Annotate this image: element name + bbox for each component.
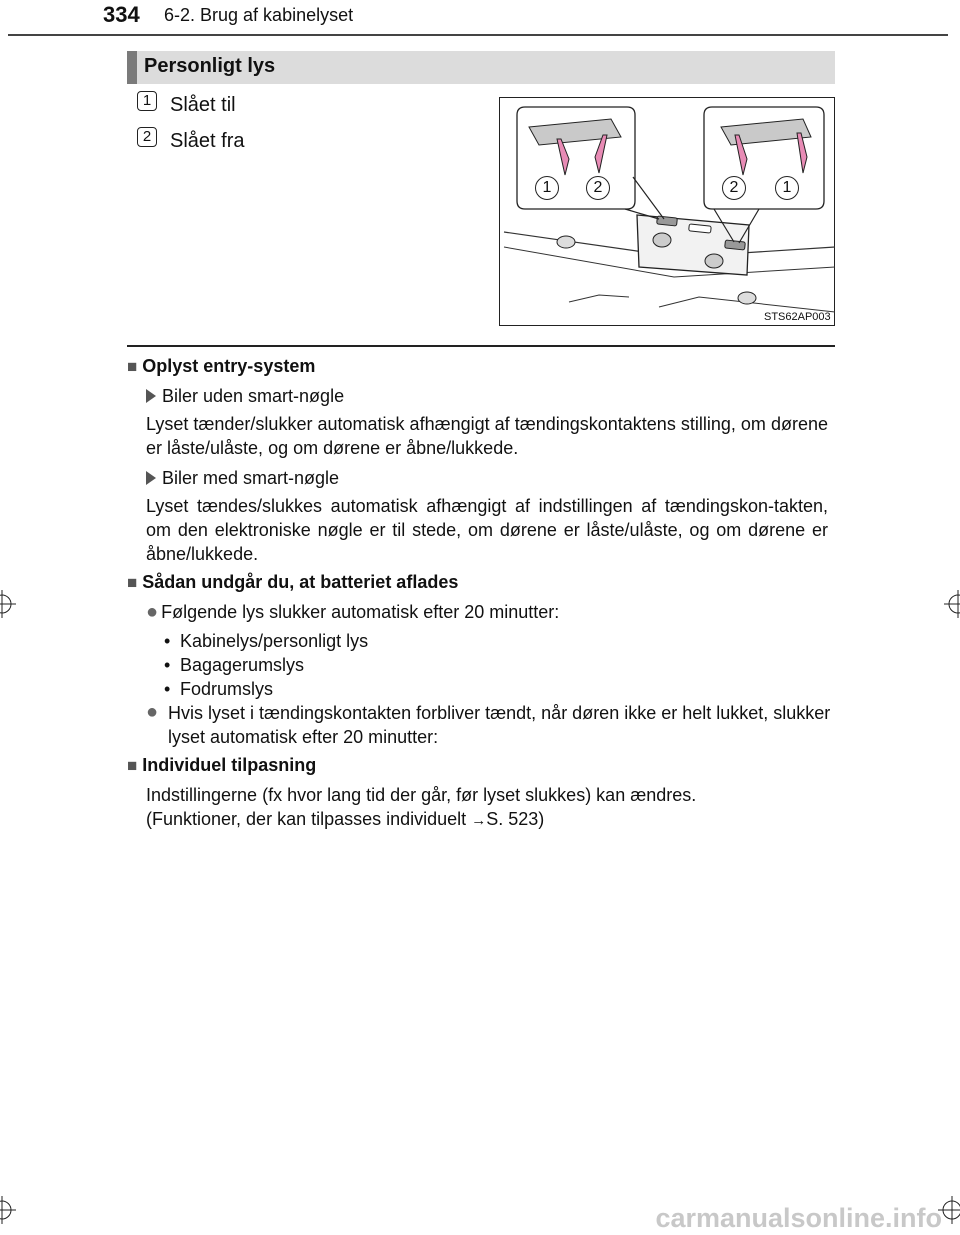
registration-mark-icon (0, 1196, 16, 1224)
ceiling-light-illustration (499, 97, 835, 326)
round-bullet-icon: ● (146, 601, 159, 623)
entry-text-2: Lyset tændes/slukkes automatisk afhængigt af indstillingen af tændingskon-takten, om den elektroniske nøgle er til stede, om dørene er låste/ulåste, og om dørene er åbne/lukkede. (146, 496, 828, 564)
triangle-bullet-icon (146, 389, 156, 403)
battery-list-item: • Bagagerumslys (164, 655, 305, 675)
registration-mark-icon (0, 590, 16, 618)
custom-line-2-text: (Funktioner, der kan tilpasses individuelt (146, 809, 467, 829)
arrow-right-icon: → (471, 812, 487, 829)
registration-mark-icon (944, 590, 960, 618)
battery-list-item: • Kabinelys/personligt lys (164, 631, 369, 651)
heading-customization-text: Individuel tilpasning (142, 755, 317, 775)
heading-entry-system (127, 356, 315, 377)
triangle-bullet-icon (146, 471, 156, 485)
square-bullet-icon: ■ (127, 756, 138, 775)
subheading-smartkey-text: Biler med smart-nøgle (162, 468, 340, 488)
item-number-2: 2 (137, 127, 157, 147)
page-reference-link[interactable]: S. 523) (486, 809, 545, 829)
square-bullet-icon: ■ (127, 573, 138, 592)
subheading-no-smartkey (146, 384, 344, 408)
square-bullet-icon: ■ (127, 357, 138, 376)
round-bullet-icon: ● (146, 701, 159, 723)
callout-left-2: 2 (586, 176, 610, 200)
section-bar (127, 51, 835, 84)
callout-left-1: 1 (535, 176, 559, 200)
header-rule (8, 34, 948, 36)
battery-list-item: • Fodrumslys (164, 679, 274, 699)
heading-customization (127, 755, 316, 776)
item-label-on: Slået til (170, 94, 236, 116)
chapter-title: 6-2. Brug af kabinelyset (164, 5, 354, 25)
figure-code: STS62AP003 (764, 311, 831, 323)
battery-list-item-text: Fodrumslys (180, 679, 274, 699)
watermark[interactable]: carmanualsonline.info (655, 1203, 942, 1233)
callout-right-2: 2 (722, 176, 746, 200)
battery-point-2: Hvis lyset i tændingskontakten forbliver tændt, når døren ikke er helt lukket, slukker lyset automatisk efter 20 minutter: (168, 703, 831, 747)
heading-entry-text: Oplyst entry-system (142, 356, 316, 376)
page-number: 334 (103, 2, 140, 27)
battery-point-1-text: Følgende lys slukker automatisk efter 20 minutter: (161, 602, 560, 622)
section-divider (127, 345, 835, 347)
subheading-smartkey (146, 466, 339, 490)
battery-list-item-text: Kabinelys/personligt lys (180, 631, 369, 651)
battery-list-item-text: Bagagerumslys (180, 655, 305, 675)
entry-text-1: Lyset tænder/slukker automatisk afhængigt af tændingskontaktens stilling, om dørene er låste/ulåste, og om dørene er åbne/lukkede. (146, 414, 828, 458)
battery-point-1 (146, 600, 559, 624)
heading-battery (127, 572, 458, 593)
subheading-no-smartkey-text: Biler uden smart-nøgle (162, 386, 345, 406)
section-accent (127, 51, 137, 84)
heading-battery-text: Sådan undgår du, at batteriet aflades (142, 572, 459, 592)
custom-line-2 (146, 807, 544, 833)
custom-line-1: Indstillingerne (fx hvor lang tid der går, før lyset slukkes) kan ændres. (146, 785, 697, 805)
item-number-1: 1 (137, 91, 157, 111)
item-label-off: Slået fra (170, 130, 245, 152)
section-title: Personligt lys (144, 55, 276, 77)
callout-right-1: 1 (775, 176, 799, 200)
